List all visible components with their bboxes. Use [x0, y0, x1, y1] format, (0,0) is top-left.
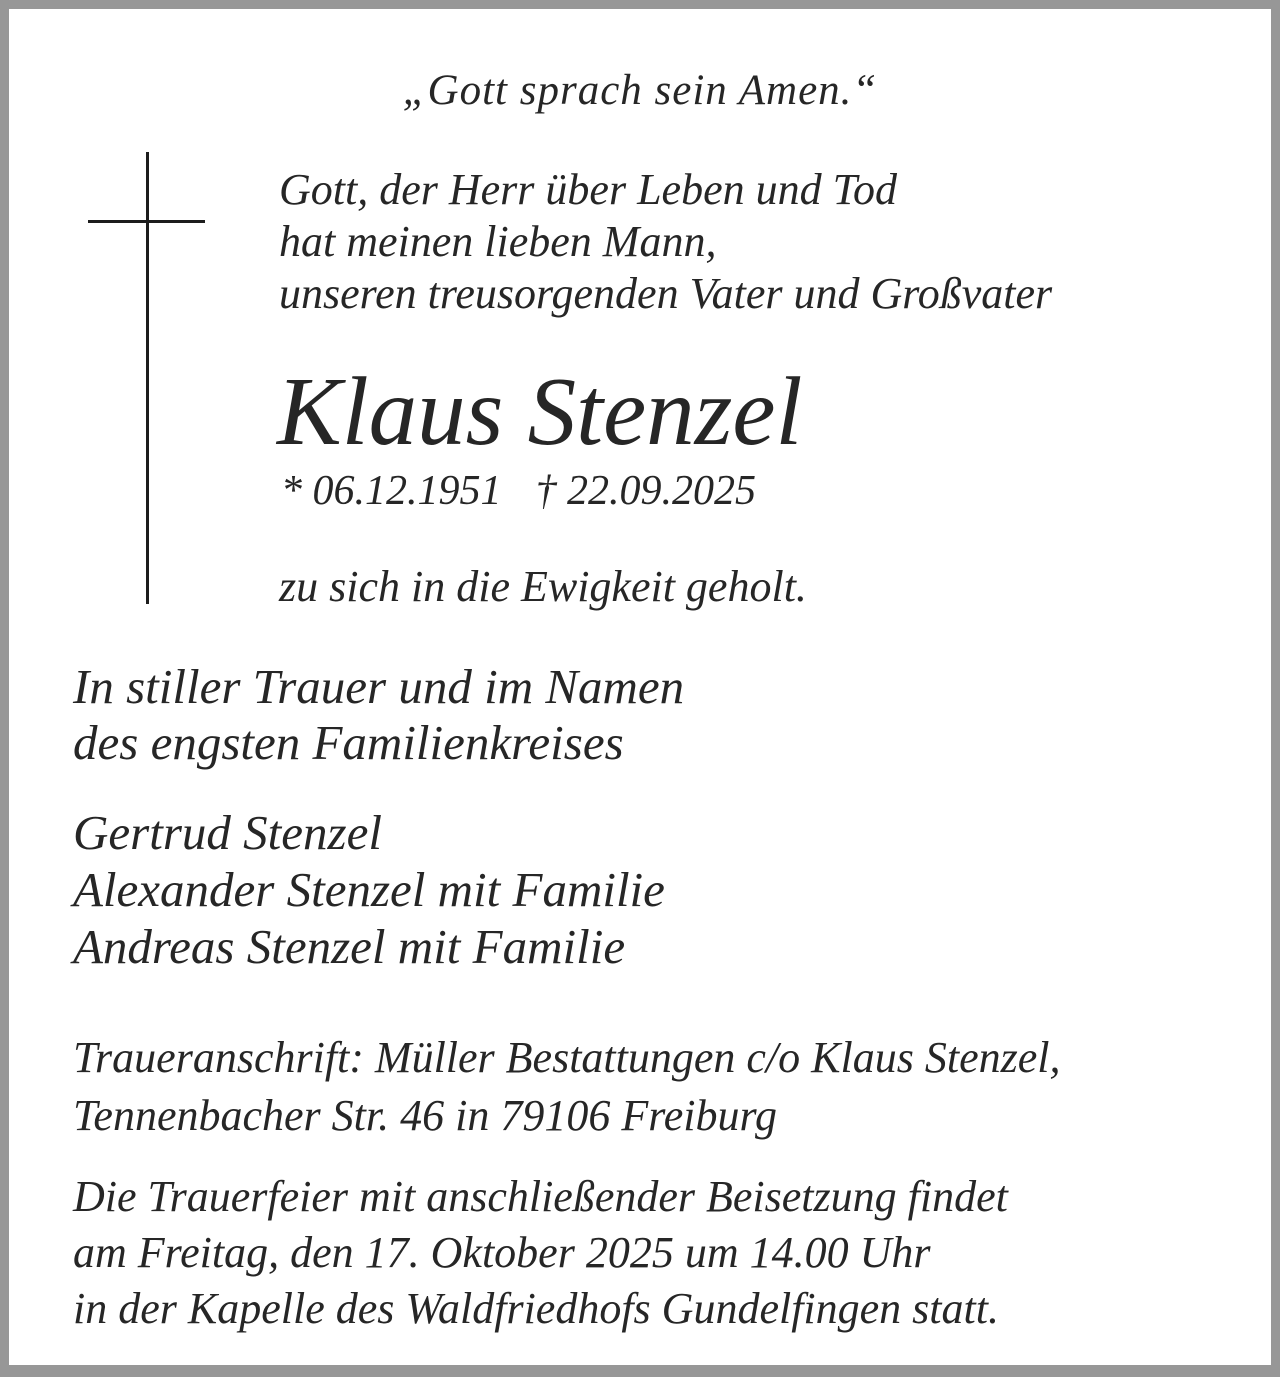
birth-date: * 06.12.1951	[281, 468, 502, 514]
funeral-line: am Freitag, den 17. Oktober 2025 um 14.00 Uhr	[73, 1228, 931, 1277]
mourning-line: In stiller Trauer und im Namen	[73, 659, 685, 714]
address-line: Tennenbacher Str. 46 in 79106 Freiburg	[73, 1091, 777, 1140]
funeral-line: in der Kapelle des Waldfriedhofs Gundelfingen statt.	[73, 1284, 999, 1333]
deceased-name: Klaus Stenzel	[277, 358, 803, 465]
family-member: Gertrud Stenzel	[73, 805, 382, 860]
address-line: Traueranschrift: Müller Bestattungen c/o Klaus Stenzel,	[73, 1033, 1061, 1082]
family-member: Alexander Stenzel mit Familie	[73, 862, 665, 917]
intro-line: unseren treusorgenden Vater und Großvater	[279, 269, 1053, 318]
funeral-line: Die Trauerfeier mit anschließender Beisetzung findet	[73, 1172, 1008, 1221]
life-dates	[281, 467, 756, 515]
cross-horizontal-bar	[88, 220, 205, 223]
family-names	[73, 804, 665, 975]
scripture-quote: „Gott sprach sein Amen.“	[402, 67, 878, 114]
condolence-address	[73, 1029, 1061, 1145]
intro-line: Gott, der Herr über Leben und Tod	[279, 165, 898, 214]
death-date: † 22.09.2025	[535, 468, 756, 514]
family-member: Andreas Stenzel mit Familie	[73, 919, 626, 974]
intro-text	[279, 164, 1052, 320]
mourning-line: des engsten Familienkreises	[73, 715, 624, 770]
intro-line: hat meinen lieben Mann,	[279, 217, 717, 266]
mourning-statement	[73, 659, 684, 771]
closing-line: zu sich in die Ewigkeit geholt.	[279, 562, 807, 611]
funeral-info	[73, 1169, 1008, 1337]
